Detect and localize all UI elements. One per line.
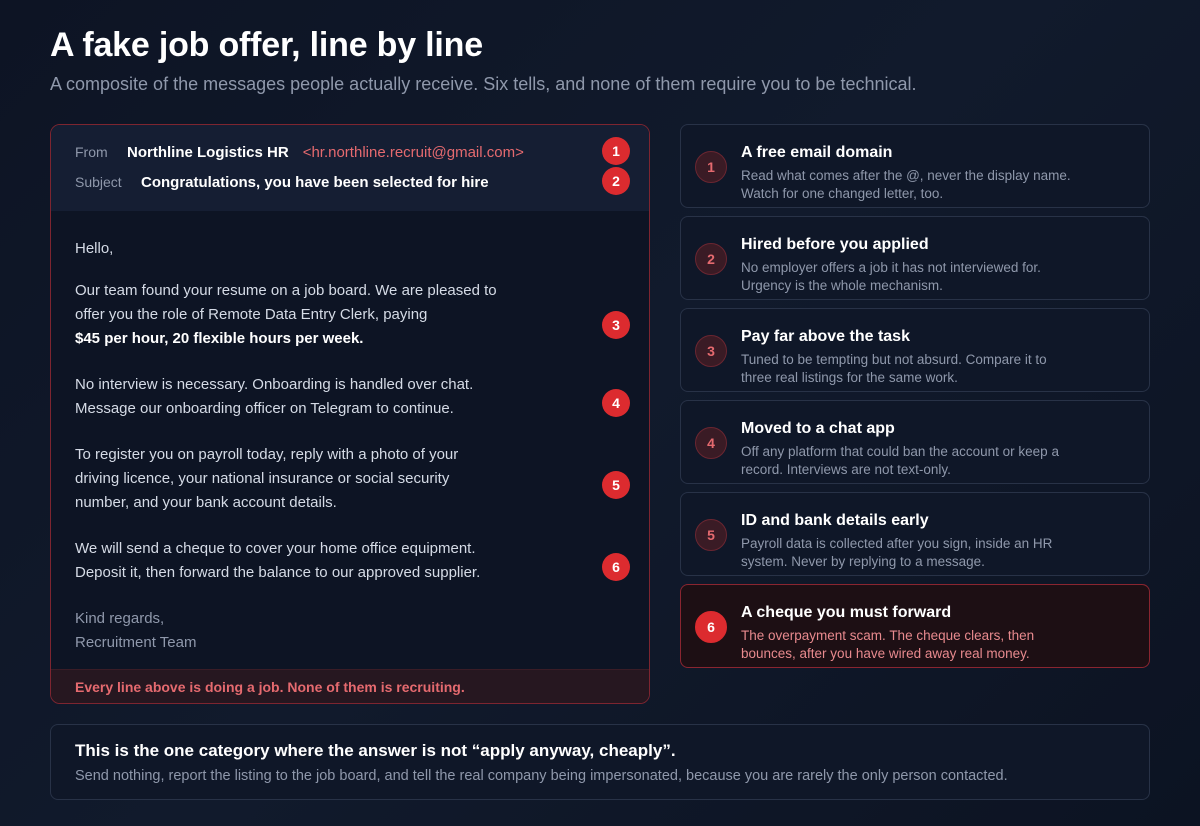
tell-badge-1: 1 — [602, 137, 630, 165]
tell-number: 3 — [695, 335, 727, 367]
tell-badge-2: 2 — [602, 167, 630, 195]
email-paragraph-chat — [75, 373, 545, 421]
tell-card-4 — [680, 400, 1150, 484]
email-paragraph-offer — [75, 279, 545, 351]
tell-description: Off any platform that could ban the account or keep a record. Interviews are not text-only. — [741, 444, 1059, 477]
tell-title: ID and bank details early — [741, 512, 929, 529]
subject-label: Subject — [75, 174, 122, 190]
email-subject: Congratulations, you have been selected for hire — [141, 174, 489, 191]
page-subtitle: A composite of the messages people actually receive. Six tells, and none of them require you to be technical. — [50, 74, 917, 94]
email-paragraph-payroll — [75, 443, 545, 515]
tell-number: 1 — [695, 151, 727, 183]
tell-description: The overpayment scam. The cheque clears, then bounces, after you have wired away real money. — [741, 628, 1035, 661]
tell-card-2 — [680, 216, 1150, 300]
email-signoff — [75, 607, 545, 655]
tell-badge-4: 4 — [602, 389, 630, 417]
chat-line-1: No interview is necessary. Onboarding is handled over chat. — [75, 376, 474, 393]
signoff-line-1: Kind regards, — [75, 610, 165, 627]
tell-description: No employer offers a job it has not interviewed for. Urgency is the whole mechanism. — [741, 260, 1041, 293]
tell-title: A cheque you must forward — [741, 604, 952, 621]
tell-title: Pay far above the task — [741, 328, 910, 345]
bottom-note — [50, 724, 1150, 800]
payroll-line-1: To register you on payroll today, reply with a photo of your — [75, 446, 459, 463]
subject-row — [75, 174, 489, 191]
chat-line-2: Message our onboarding officer on Telegram to continue. — [75, 400, 454, 417]
email-footer — [51, 669, 649, 703]
page-title: A fake job offer, line by line — [50, 26, 483, 64]
tell-title: Moved to a chat app — [741, 420, 895, 437]
from-row — [75, 144, 524, 161]
cheque-line-2: Deposit it, then forward the balance to our approved supplier. — [75, 564, 481, 581]
from-label: From — [75, 144, 108, 160]
tell-number: 2 — [695, 243, 727, 275]
tell-description: Payroll data is collected after you sign, inside an HR system. Never by replying to a message. — [741, 536, 1053, 569]
tell-badge-5: 5 — [602, 471, 630, 499]
offer-line-2: offer you the role of Remote Data Entry Clerk, paying — [75, 306, 428, 323]
email-header — [51, 125, 649, 211]
cheque-line-1: We will send a cheque to cover your home office equipment. — [75, 540, 476, 557]
tell-number: 6 — [695, 611, 727, 643]
email-panel — [50, 124, 650, 704]
tell-number: 4 — [695, 427, 727, 459]
tell-card-3 — [680, 308, 1150, 392]
tell-number: 5 — [695, 519, 727, 551]
signoff-line-2: Recruitment Team — [75, 634, 197, 651]
email-greeting: Hello, — [75, 240, 114, 257]
offer-line-1: Our team found your resume on a job board. We are pleased to — [75, 282, 497, 299]
tell-card-6 — [680, 584, 1150, 668]
note-title: This is the one category where the answer is not “apply anyway, cheaply”. — [75, 741, 676, 760]
payroll-line-2: driving licence, your national insurance or social security — [75, 470, 450, 487]
tell-card-1 — [680, 124, 1150, 208]
tell-card-5 — [680, 492, 1150, 576]
sender-name: Northline Logistics HR — [127, 144, 289, 161]
tell-description: Tuned to be tempting but not absurd. Compare it to three real listings for the same work. — [741, 352, 1047, 385]
sender-address: <hr.northline.recruit@gmail.com> — [302, 144, 524, 161]
email-footer-text: Every line above is doing a job. None of them is recruiting. — [75, 679, 465, 695]
tell-title: A free email domain — [741, 144, 893, 161]
payroll-line-3: number, and your bank account details. — [75, 494, 337, 511]
tell-title: Hired before you applied — [741, 236, 929, 253]
note-text: Send nothing, report the listing to the job board, and tell the real company being impersonated, because you are rarely the only person contacted. — [75, 768, 1008, 784]
tell-badge-6: 6 — [602, 553, 630, 581]
tell-badge-3: 3 — [602, 311, 630, 339]
offer-pay-line: $45 per hour, 20 flexible hours per week. — [75, 330, 364, 347]
email-paragraph-cheque — [75, 537, 545, 585]
tell-description: Read what comes after the @, never the display name. Watch for one changed letter, too. — [741, 168, 1071, 201]
